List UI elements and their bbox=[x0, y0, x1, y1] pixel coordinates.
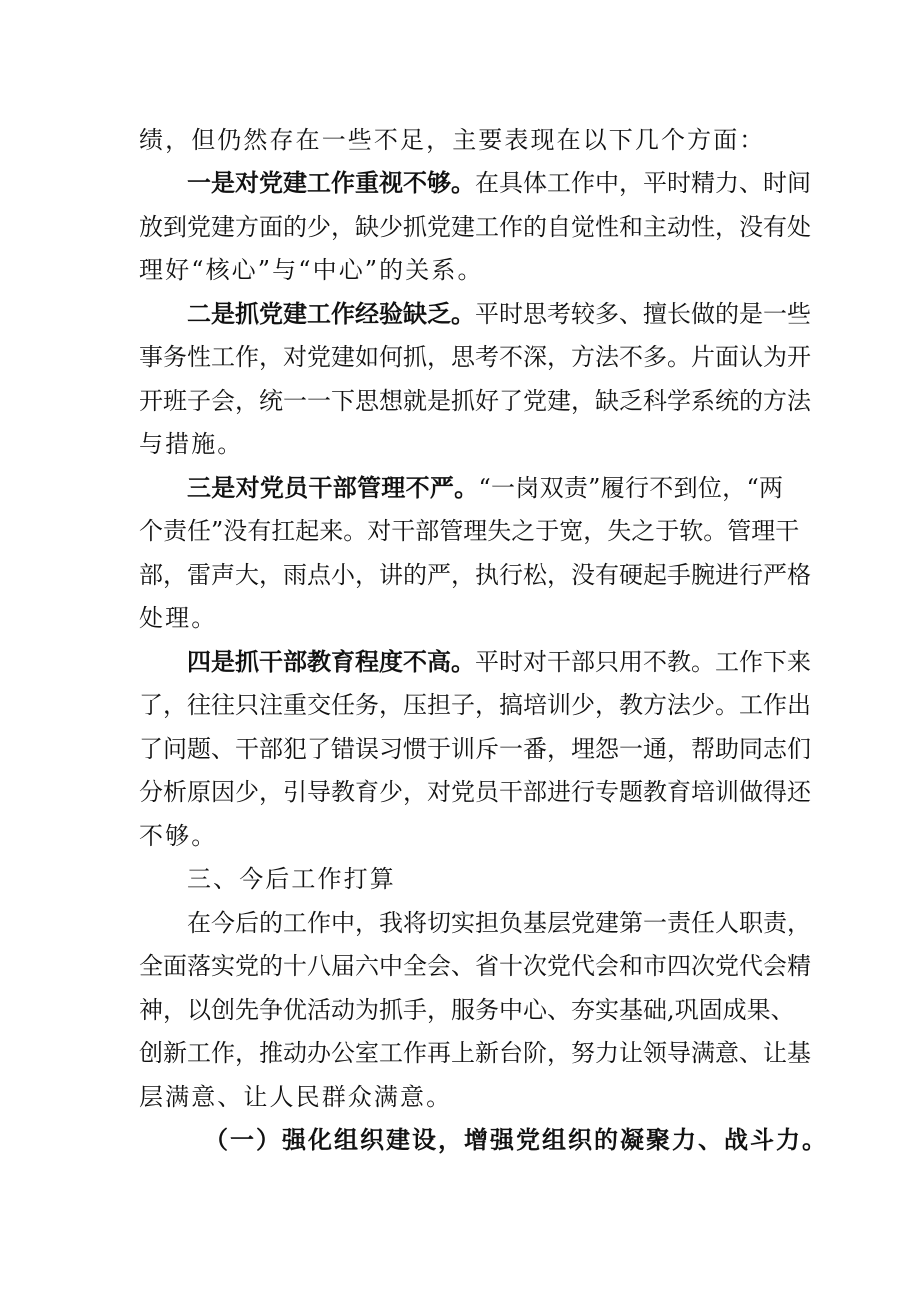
paragraph-lead: 三是对党员干部管理不严。 bbox=[187, 473, 479, 502]
text-line: 了，往往只注重交任务，压担子，搞培训少，教方法少。工作出 bbox=[139, 691, 811, 719]
text-line: 在今后的工作中，我将切实担负基层党建第一责任人职责， bbox=[187, 909, 811, 937]
text-line bbox=[139, 294, 811, 334]
text-line: 神，以创先争优活动为抓手，服务中心、夯实基础,巩固成果、 bbox=[139, 996, 795, 1024]
paragraph-lead: 四是抓干部教育程度不高。 bbox=[187, 647, 475, 676]
text-run: “一岗双责”履行不到位，“两 bbox=[478, 474, 783, 502]
paragraph-lead: 一是对党建工作重视不够。 bbox=[187, 168, 475, 197]
text-line: 全面落实党的十八届六中全会、省十次党代会和市四次党代会精 bbox=[139, 952, 811, 980]
text-line: 部，雷声大，雨点小，讲的严，执行松，没有硬起手腕进行严格 bbox=[139, 561, 811, 589]
subsection-heading: （一）强化组织建设，增强党组织的凝聚力、战斗力。 bbox=[204, 1126, 828, 1154]
text-line: 创新工作，推动办公室工作再上新台阶，努力让领导满意、让基 bbox=[139, 1039, 811, 1067]
text-line: 绩，但仍然存在一些不足，主要表现在以下几个方面： bbox=[139, 126, 766, 154]
text-line: 不够。 bbox=[139, 822, 218, 850]
text-line: 层满意、让人民群众满意。 bbox=[139, 1083, 453, 1111]
text-line bbox=[139, 468, 783, 508]
text-line: 放到党建方面的少，缺少抓党建工作的自觉性和主动性，没有处 bbox=[139, 213, 811, 241]
paragraph-lead: 二是抓党建工作经验缺乏。 bbox=[187, 299, 475, 328]
section-heading: 三、今后工作打算 bbox=[187, 865, 396, 893]
text-run: 平时思考较多、擅长做的是一些 bbox=[475, 300, 811, 328]
text-run: 平时对干部只用不教。工作下来 bbox=[475, 648, 811, 676]
text-line: 分析原因少，引导教育少，对党员干部进行专题教育培训做得还 bbox=[139, 778, 811, 806]
text-line: 与措施。 bbox=[139, 430, 244, 458]
text-line bbox=[139, 642, 811, 682]
text-line bbox=[139, 163, 811, 203]
text-line: 了问题、干部犯了错误习惯于训斥一番，埋怨一通，帮助同志们 bbox=[139, 735, 811, 763]
text-line: 理好“核心”与“中心”的关系。 bbox=[139, 256, 484, 284]
text-line: 开班子会，统一一下思想就是抓好了党建，缺乏科学系统的方法 bbox=[139, 387, 811, 415]
text-line: 事务性工作，对党建如何抓，思考不深，方法不多。片面认为开 bbox=[139, 343, 811, 371]
text-run: 在具体工作中，平时精力、时间 bbox=[475, 169, 811, 197]
text-line: 个责任”没有扛起来。对干部管理失之于宽，失之于软。管理干 bbox=[139, 517, 800, 545]
text-line: 处理。 bbox=[139, 604, 218, 632]
